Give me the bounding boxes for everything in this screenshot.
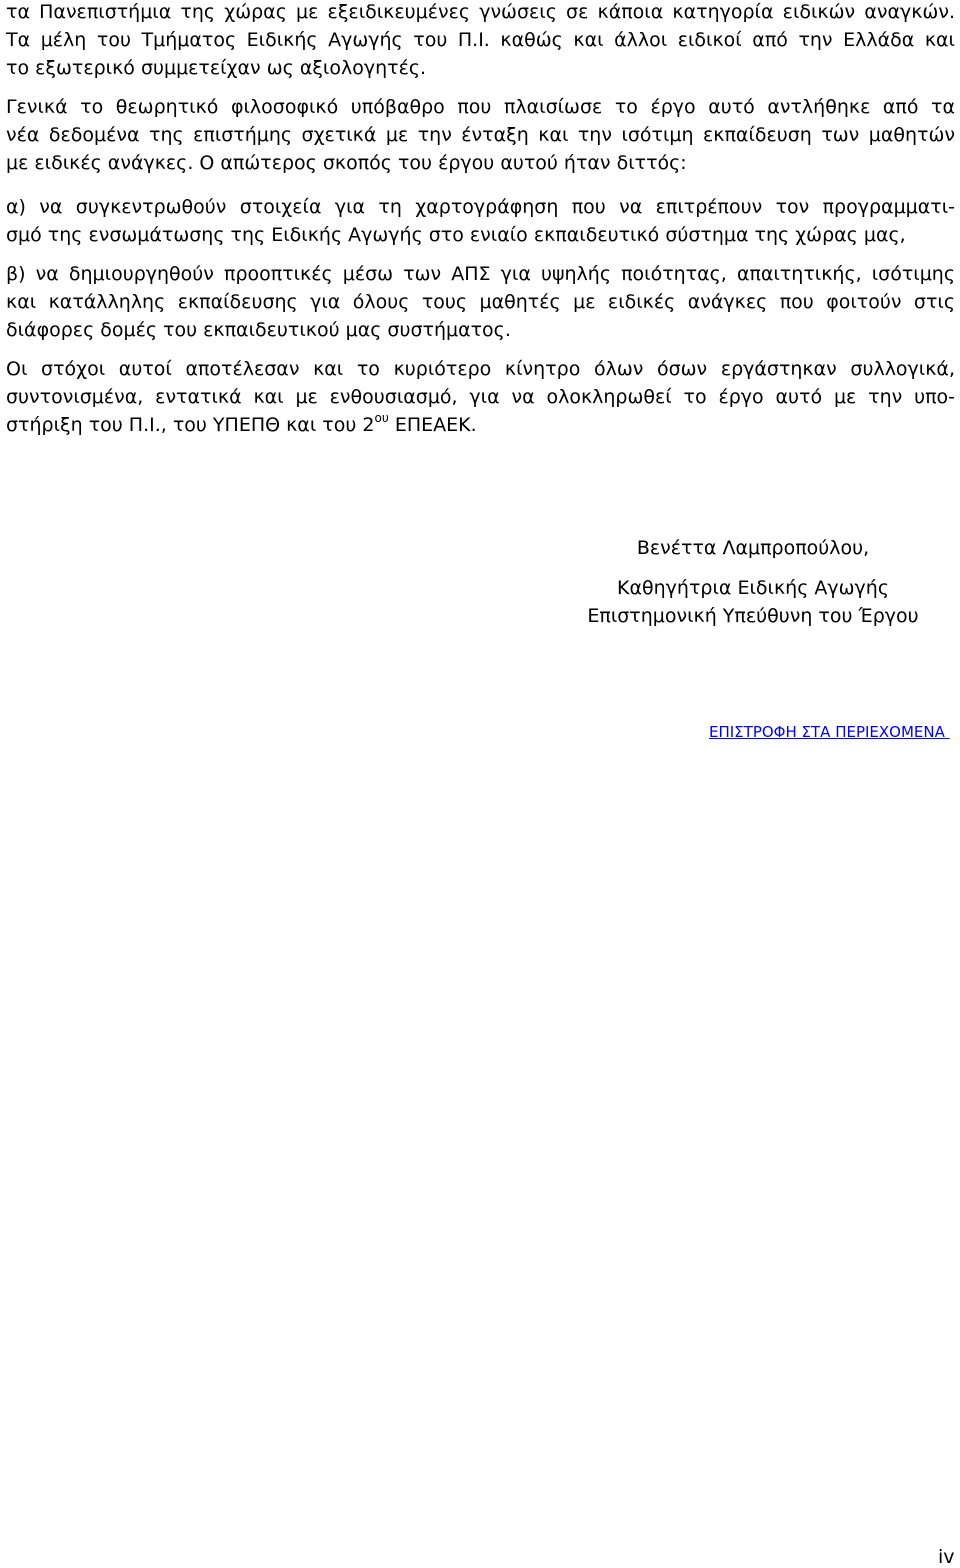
signature-title: Καθηγήτρια Ειδικής Αγωγής <box>617 577 889 599</box>
text-line: σμό της ενσωμάτωσης της Ειδικής Αγωγής στο ενιαίο εκπαιδευτικό σύστημα της χώρας μας, <box>6 224 906 246</box>
back-to-contents-link[interactable]: ΕΠΙΣΤΡΟΦΗ ΣΤΑ ΠΕΡΙΕΧΟΜΕΝΑ <box>709 723 950 741</box>
text-line: με ειδικές ανάγκες. Ο απώτερος σκοπός του έργου αυτού ήταν διττός: <box>6 152 687 174</box>
text-line: Γενικά το θεωρητικό φιλοσοφικό υπόβαθρο που πλαισίωσε το έργο αυτό αντλήθηκε από τα <box>6 96 955 118</box>
page-number: iv <box>938 1546 955 1568</box>
text-line: διάφορες δομές του εκπαιδευτικού μας συστήματος. <box>6 319 511 341</box>
text-line: τα Πανεπιστήμια της χώρας με εξειδικευμένες γνώσεις σε κάποια κατηγορία ειδικών αναγκών. <box>6 1 955 23</box>
text-fragment: ΕΠΕΑΕΚ. <box>388 414 477 436</box>
text-fragment: στήριξη του Π.Ι., του ΥΠΕΠΘ και του 2 <box>6 414 375 436</box>
text-line-last <box>6 410 477 436</box>
text-line: συντονισμένα, εντατικά και με ενθουσιασμό, για να ολοκληρωθεί το έργο αυτό με την υπο- <box>6 386 955 408</box>
signature-name: Βενέττα Λαμπροπούλου, <box>636 537 870 559</box>
text-line: το εξωτερικό συμμετείχαν ως αξιολογητές. <box>6 57 427 79</box>
text-line: Τα μέλη του Τμήματος Ειδικής Αγωγής του Π.Ι. καθώς και άλλοι ειδικοί από την Ελλάδα και <box>6 29 955 51</box>
text-line: β) να δημιουργηθούν προοπτικές μέσω των ΑΠΣ για υψηλής ποιότητας, απαιτητικής, ισότιμης <box>6 263 955 285</box>
text-line: νέα δεδομένα της επιστήμης σχετικά με την ένταξη και την ισότιμη εκπαίδευση των μαθητών <box>6 124 955 146</box>
signature-role: Επιστημονική Υπεύθυνη του Έργου <box>587 605 919 627</box>
ordinal-superscript: ου <box>374 410 389 425</box>
text-line: α) να συγκεντρωθούν στοιχεία για τη χαρτογράφηση που να επιτρέπουν τον προγραμματι- <box>6 196 955 218</box>
text-line: Οι στόχοι αυτοί αποτέλεσαν και το κυριότερο κίνητρο όλων όσων εργάστηκαν συλλογικά, <box>6 358 955 380</box>
text-line: και κατάλληλης εκπαίδευσης για όλους τους μαθητές με ειδικές ανάγκες που φοιτούν στις <box>6 291 955 313</box>
